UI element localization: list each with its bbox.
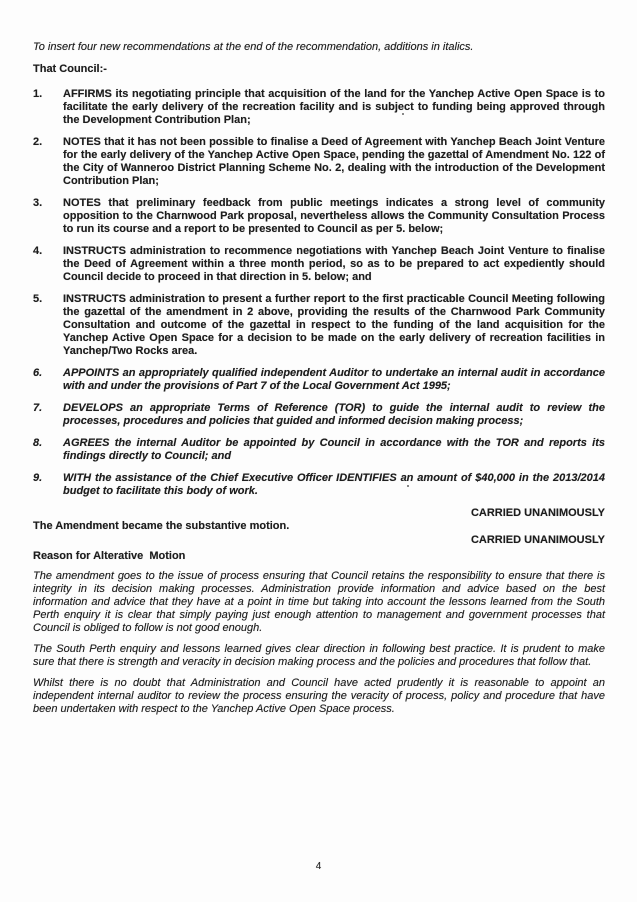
amendment-intro-note: To insert four new recommendations at the end of the recommendation, additions in italics.	[33, 41, 474, 53]
reason-heading: Reason for Alterative Motion	[33, 550, 186, 562]
recommendation-text: AFFIRMS its negotiating principle that acquisition of the land for the Yanchep Active Open Space is to facilitate the early delivery of the recreation facility and is subject to funding being approved through the Development Contribution Plan;	[63, 88, 605, 126]
recommendation-item-2	[33, 136, 605, 188]
reason-paragraph-2: The South Perth enquiry and lessons learned gives clear direction in following best practice. It is prudent to make sure that there is strength and veracity in decision making process and the policies and procedures that follow that.	[33, 643, 605, 668]
recommendation-number: 6.	[33, 367, 43, 379]
recommendation-text: DEVELOPS an appropriate Terms of Reference (TOR) to guide the internal audit to review the processes, procedures and policies that guided and informed decision making process;	[63, 402, 605, 427]
recommendation-text: INSTRUCTS administration to present a further report to the first practicable Council Meeting following the gazettal of the amendment in 2 above, providing the results of the Charnwood Park Community Consultation and outcome of the gazettal in respect to the funding of the land acquisition for the Yanchep Active Open Space for a decision to be made on the early delivery of recreation facilities in Yanchep/Two Rocks area.	[63, 293, 605, 357]
recommendation-number: 1.	[33, 88, 43, 100]
page-number: 4	[315, 861, 322, 872]
that-council-lead: That Council:-	[33, 63, 107, 75]
scan-artifact-dot	[402, 113, 404, 115]
recommendations-list	[33, 88, 605, 498]
recommendation-number: 7.	[33, 402, 43, 414]
recommendation-item-9	[33, 472, 605, 498]
recommendation-number: 3.	[33, 197, 43, 209]
recommendation-item-5	[33, 293, 605, 358]
recommendation-text: INSTRUCTS administration to recommence negotiations with Yanchep Beach Joint Venture to finalise the Deed of Agreement within a three month period, so as to be prepared to act expediently should Council decide to proceed in that direction in 5. below; and	[63, 245, 605, 283]
recommendation-item-7	[33, 402, 605, 428]
recommendation-item-1	[33, 88, 605, 127]
recommendation-item-4	[33, 245, 605, 284]
recommendation-item-8	[33, 437, 605, 463]
recommendation-number: 8.	[33, 437, 43, 449]
carried-unanimously-first: CARRIED UNANIMOUSLY	[470, 507, 605, 519]
reason-paragraph-3: Whilst there is no doubt that Administration and Council have acted prudently it is reasonable to appoint an independent internal auditor to review the process ensuring the veracity of process, policy and procedure that have been undertaken with respect to the Yanchep Active Open Space process.	[33, 677, 605, 715]
recommendation-number: 5.	[33, 293, 43, 305]
scan-artifact-dot	[407, 485, 409, 487]
recommendation-number: 9.	[33, 472, 43, 484]
carried-unanimously-second: CARRIED UNANIMOUSLY	[470, 534, 605, 546]
recommendation-text: NOTES that preliminary feedback from public meetings indicates a strong level of community opposition to the Charnwood Park proposal, nevertheless allows the Community Consultation Process to run its course and a report to be presented to Council as per 5. below;	[63, 197, 605, 235]
recommendation-text: NOTES that it has not been possible to finalise a Deed of Agreement with Yanchep Beach Joint Venture for the early delivery of the Yanchep Active Open Space, pending the gazettal of Amendment No. 122 of the City of Wanneroo District Planning Scheme No. 2, dealing with the introduction of the Development Contribution Plan;	[63, 136, 605, 187]
substantive-motion-note: The Amendment became the substantive motion.	[33, 520, 290, 532]
reason-paragraph-1: The amendment goes to the issue of process ensuring that Council retains the responsibility to ensure that there is integrity in its decision making processes. Administration provide information and advice based on the best information and advice that they have at a point in time but taking into account the lessons learned from the South Perth enquiry it is clear that simply paying just enough attention to management and government processes that Council is obliged to follow is not good enough.	[33, 570, 605, 634]
recommendation-number: 2.	[33, 136, 43, 148]
recommendation-number: 4.	[33, 245, 43, 257]
recommendation-text: APPOINTS an appropriately qualified independent Auditor to undertake an internal audit in accordance with and under the provisions of Part 7 of the Local Government Act 1995;	[63, 367, 605, 392]
recommendation-text: WITH the assistance of the Chief Executive Officer IDENTIFIES an amount of $40,000 in the 2013/2014 budget to facilitate this body of work.	[63, 472, 605, 497]
recommendation-item-3	[33, 197, 605, 236]
recommendation-text: AGREES the internal Auditor be appointed by Council in accordance with the TOR and reports its findings directly to Council; and	[63, 437, 605, 462]
recommendation-item-6	[33, 367, 605, 393]
